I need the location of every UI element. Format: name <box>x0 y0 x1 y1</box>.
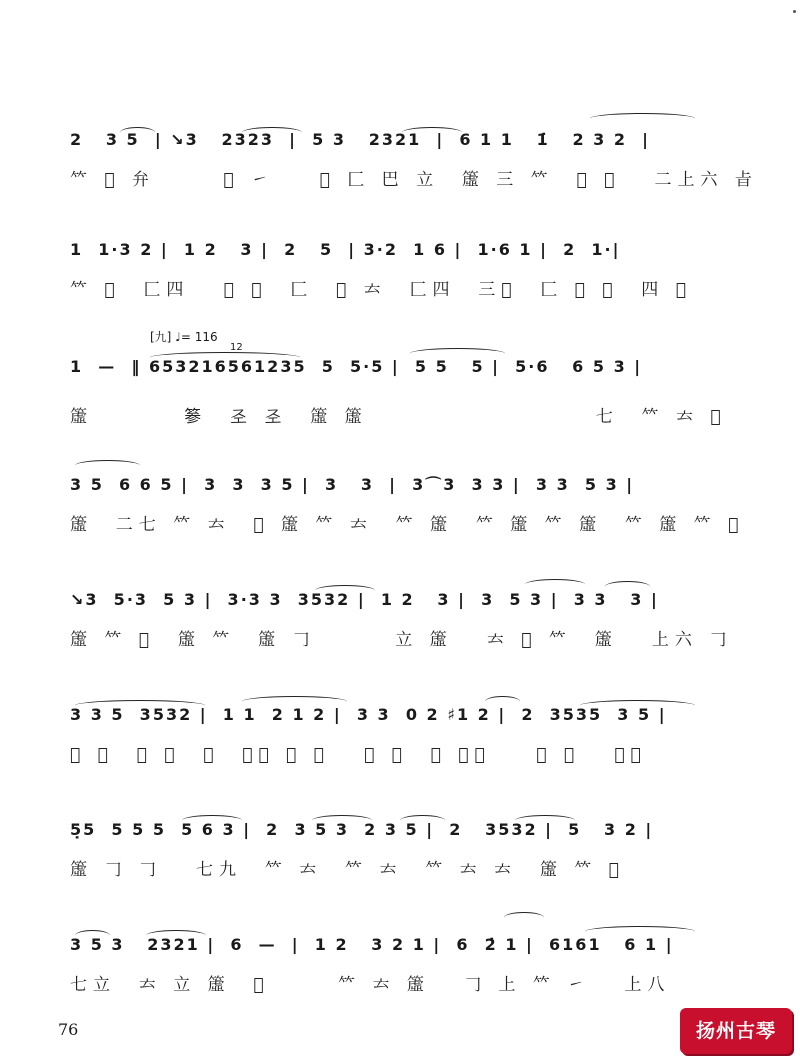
jianpu-line: 1 1·3 2 | 1 2 3 | 2 5 | 3·2 1 6 | 1·6 1 | 2 1·| <box>70 240 621 259</box>
jianzi-line: 𥲤 𥮾 𢀖 𢀖 𥲤 𥲤 七 𥫗 𠫓 𠣌 <box>70 407 727 427</box>
jianzi-line: 𥲤 𥫗 𠣌 𥲤 𥫗 𥲤 𠃌 立 𥲤 𠫓 𠣌 𥫗 𥲤 上六 𠃌 <box>70 630 733 650</box>
section-tempo-marking: [九] ♩= 116 <box>150 330 218 344</box>
jianzi-line: 七立 𠫓 立 𥲤 𠣌 𥫗 𠫓 𥲤 𠃌 上 𥫗 ㇀ 上八 <box>70 975 671 995</box>
jianpu-line: 3 5 3 2321 | 6 — | 1 2 3 2 1 | 6 2̇ 1 | 6161 6 1 | <box>70 935 674 954</box>
jianzi-line: 𥲤 二七 𥫗 𠫓 𠣌 𥲤 𥫗 𠫓 𥫗 𥲤 𥫗 𥲤 𥫗 𥲤 𥫗 𥲤 𥫗 𠣌 <box>70 515 745 535</box>
jianpu-line: 1 — ‖ 653216561235 5 5·5 | 5 5 5 | 5·6 6 5 3 | <box>70 357 643 376</box>
jianpu-line: 3 3 5 3532 | 1 1 2 1 2 | 3 3 0 2 ♯1 2 | 2 3535 3 5 | <box>70 705 667 724</box>
tuplet-number: 12 <box>230 342 243 353</box>
jianpu-line: 2 3 5 | ↘3 2323 | 5 3 2321 | 6 1 1 1̇ 2 3 2 | <box>70 130 650 149</box>
jianpu-line: 3 5 6 6 5 | 3 3 3 5 | 3 3 | 3⌒3 3 3 | 3 3 5 3 | <box>70 475 635 494</box>
jianpu-line: ↘3 5·3 5 3 | 3·3 3 3532 | 1 2 3 | 3 5 3 | 3 3 3 | <box>70 590 659 609</box>
jianpu-line: 5̣5 5 5 5 5 6 3 | 2 3 5 3 2 3 5 | 2 3532 | 5 3 2 | <box>70 820 654 839</box>
jianzi-line: 𥲤 𠃌 𠃌 七九 𥫗 𠫓 𥫗 𠫓 𥫗 𠫓 𠫓 𥲤 𥫗 𠣌 <box>70 860 625 880</box>
slur <box>590 113 695 124</box>
scan-corner-mark <box>793 10 796 13</box>
page-number: 76 <box>58 1020 79 1039</box>
watermark-logo: 扬州古琴 <box>680 1008 792 1054</box>
slur <box>504 912 544 923</box>
jianzi-line: 𥫗 𥬅 弁 𠣌 ㇀ 𥮾 匚 巴 立 𥲤 三 𥫗 𠣌 𥭙 二上六 㫖 <box>70 170 758 190</box>
jianzi-line: 𠣌 立 立 𥲤 𥲤 上九 艮 㫖 𥫗 𥲤 𥫗 𥫗𥫗 七 ㇀ 上六 <box>70 745 647 765</box>
jianzi-line: 𥫗 𥬅 匚四 𠣌 𠣌 匚 𠣌 𠫓 匚四 三𠣌 匚 𠣌 𠣌 四 𠣌 <box>70 280 692 300</box>
